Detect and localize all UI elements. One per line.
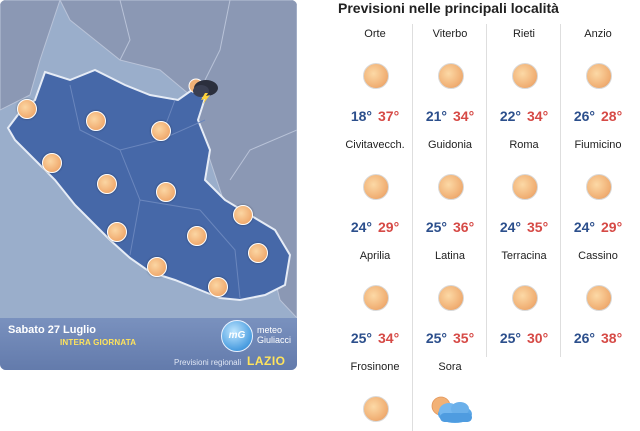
city-card	[560, 246, 635, 357]
temp-max: 34°	[453, 108, 475, 124]
city-name: Viterbo	[432, 28, 468, 40]
city-card	[338, 135, 412, 246]
sun-icon	[512, 285, 538, 311]
city-card	[412, 246, 487, 357]
lazio-map-graphic	[0, 0, 297, 370]
temperatures	[561, 219, 635, 235]
temp-max: 29°	[601, 219, 623, 235]
temperatures	[487, 219, 561, 235]
map-sun-icon	[97, 174, 117, 194]
temperatures	[487, 330, 561, 346]
city-card	[486, 135, 561, 246]
city-name: Rieti	[512, 28, 535, 40]
temp-min: 25°	[425, 219, 447, 235]
city-name: Cassino	[578, 250, 618, 262]
temp-max: 34°	[527, 108, 549, 124]
temperatures	[413, 108, 487, 124]
city-name: Fiumicino	[574, 139, 622, 151]
temp-max: 37°	[378, 108, 400, 124]
sun-icon	[438, 285, 464, 311]
temp-min: 22°	[499, 108, 521, 124]
forecast-period: INTERA GIORNATA	[60, 338, 137, 347]
temp-min: 25°	[499, 330, 521, 346]
city-name: Frosinone	[350, 361, 400, 373]
sun-icon	[512, 174, 538, 200]
temperatures	[413, 330, 487, 346]
map-sun-icon	[156, 182, 176, 202]
map-sun-icon	[248, 243, 268, 263]
map-sun-icon	[147, 257, 167, 277]
city-card	[412, 357, 487, 431]
logo-line-1: meteo	[257, 325, 283, 335]
temperatures	[561, 108, 635, 124]
sun-icon	[586, 63, 612, 89]
temp-min: 25°	[350, 330, 372, 346]
temp-min: 24°	[499, 219, 521, 235]
city-card	[560, 135, 635, 246]
sun-icon	[363, 285, 389, 311]
city-name: Aprilia	[359, 250, 391, 262]
region-map	[0, 0, 297, 370]
temp-max: 30°	[527, 330, 549, 346]
logo-badge: mG	[221, 320, 253, 352]
temp-min: 18°	[350, 108, 372, 124]
city-card	[338, 357, 412, 431]
temp-min: 25°	[425, 330, 447, 346]
temp-max: 28°	[601, 108, 623, 124]
city-name: Sora	[438, 361, 462, 373]
city-name: Roma	[509, 139, 539, 151]
sun-icon	[363, 396, 389, 422]
thunderstorm-icon	[187, 76, 223, 104]
sun-icon	[512, 63, 538, 89]
sun-icon	[586, 285, 612, 311]
temperatures	[338, 330, 412, 346]
temperatures	[338, 219, 412, 235]
map-sun-icon	[233, 205, 253, 225]
city-name: Orte	[364, 28, 386, 40]
temp-min: 26°	[573, 108, 595, 124]
city-card	[338, 24, 412, 135]
city-name: Civitavecch.	[345, 139, 405, 151]
map-sun-icon	[151, 121, 171, 141]
temperatures	[338, 108, 412, 124]
temperatures	[413, 219, 487, 235]
map-sun-icon	[208, 277, 228, 297]
sun-icon	[363, 174, 389, 200]
city-forecast-grid	[338, 24, 638, 431]
temp-max: 38°	[601, 330, 623, 346]
map-sun-icon	[42, 153, 62, 173]
temp-max: 34°	[378, 330, 400, 346]
region-name: LAZIO	[247, 354, 286, 368]
city-card	[338, 246, 412, 357]
map-sun-icon	[86, 111, 106, 131]
forecast-date: Sabato 27 Luglio	[8, 324, 97, 336]
city-name: Terracina	[501, 250, 547, 262]
logo-line-2: Giuliacci	[257, 335, 292, 345]
sun-icon	[363, 63, 389, 89]
city-card	[412, 24, 487, 135]
temperatures	[487, 108, 561, 124]
forecast-title: Previsioni nelle principali località	[338, 0, 559, 16]
footer-caption: Previsioni regionali	[174, 358, 242, 367]
map-sun-icon	[187, 226, 207, 246]
city-name: Guidonia	[427, 139, 473, 151]
logo-text	[257, 325, 291, 345]
temperatures	[561, 330, 635, 346]
city-name: Latina	[435, 250, 465, 262]
temp-min: 21°	[425, 108, 447, 124]
temp-min: 26°	[573, 330, 595, 346]
sun-icon	[438, 174, 464, 200]
sun-icon	[586, 174, 612, 200]
partly-cloudy-icon	[426, 394, 476, 426]
city-card	[486, 246, 561, 357]
temp-min: 24°	[350, 219, 372, 235]
meteo-giuliacci-logo	[221, 320, 295, 350]
temp-max: 29°	[378, 219, 400, 235]
temp-max: 35°	[453, 330, 475, 346]
city-card	[560, 24, 635, 135]
map-sun-icon	[107, 222, 127, 242]
temp-max: 35°	[527, 219, 549, 235]
city-card	[412, 135, 487, 246]
temp-max: 36°	[453, 219, 475, 235]
city-name: Anzio	[584, 28, 612, 40]
map-sun-icon	[17, 99, 37, 119]
city-card	[486, 24, 561, 135]
temp-min: 24°	[573, 219, 595, 235]
sun-icon	[438, 63, 464, 89]
